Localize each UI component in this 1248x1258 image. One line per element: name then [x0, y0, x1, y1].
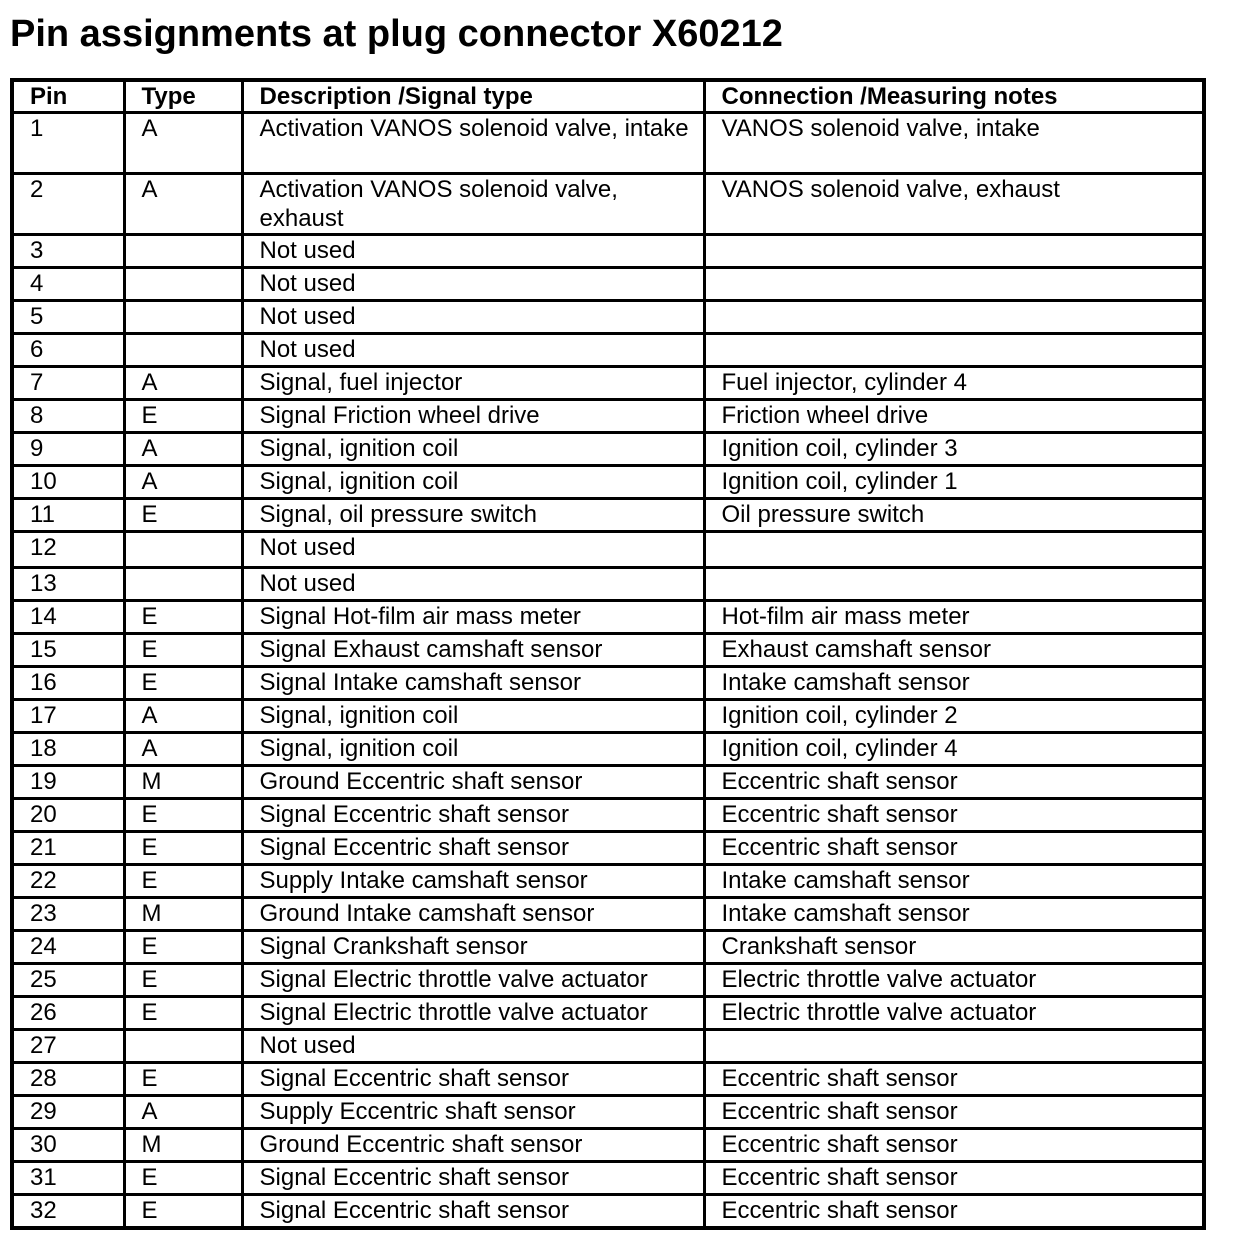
cell-type: E — [124, 499, 242, 532]
cell-description: Signal, ignition coil — [242, 733, 704, 766]
cell-pin: 21 — [12, 832, 124, 865]
table-row — [12, 1063, 1204, 1096]
table-row — [12, 301, 1204, 334]
cell-description: Ground Eccentric shaft sensor — [242, 1129, 704, 1162]
cell-pin: 27 — [12, 1030, 124, 1063]
cell-description: Supply Eccentric shaft sensor — [242, 1096, 704, 1129]
cell-connection: Eccentric shaft sensor — [704, 1162, 1204, 1195]
cell-description: Signal Crankshaft sensor — [242, 931, 704, 964]
cell-pin: 22 — [12, 865, 124, 898]
cell-connection: Ignition coil, cylinder 2 — [704, 700, 1204, 733]
cell-pin: 17 — [12, 700, 124, 733]
cell-type — [124, 568, 242, 601]
cell-pin: 7 — [12, 367, 124, 400]
table-row — [12, 667, 1204, 700]
cell-type — [124, 301, 242, 334]
cell-type: A — [124, 733, 242, 766]
cell-description: Signal, fuel injector — [242, 367, 704, 400]
cell-type: M — [124, 1129, 242, 1162]
cell-connection — [704, 1030, 1204, 1063]
cell-description: Signal Eccentric shaft sensor — [242, 799, 704, 832]
table-row — [12, 113, 1204, 174]
pin-assignment-table — [10, 78, 1206, 1230]
cell-connection: VANOS solenoid valve, exhaust — [704, 174, 1204, 235]
cell-description: Signal, oil pressure switch — [242, 499, 704, 532]
cell-pin: 14 — [12, 601, 124, 634]
cell-type: E — [124, 997, 242, 1030]
cell-connection: Intake camshaft sensor — [704, 865, 1204, 898]
cell-description: Not used — [242, 1030, 704, 1063]
cell-connection: Eccentric shaft sensor — [704, 799, 1204, 832]
table-row — [12, 601, 1204, 634]
cell-pin: 4 — [12, 268, 124, 301]
table-row — [12, 733, 1204, 766]
cell-type: E — [124, 799, 242, 832]
cell-type: E — [124, 964, 242, 997]
cell-description: Not used — [242, 568, 704, 601]
table-row — [12, 499, 1204, 532]
column-header-description: Description /Signal type — [242, 80, 704, 113]
cell-pin: 31 — [12, 1162, 124, 1195]
cell-type: A — [124, 433, 242, 466]
cell-connection: Crankshaft sensor — [704, 931, 1204, 964]
table-row — [12, 466, 1204, 499]
cell-pin: 12 — [12, 532, 124, 568]
cell-pin: 29 — [12, 1096, 124, 1129]
cell-connection: Ignition coil, cylinder 1 — [704, 466, 1204, 499]
cell-pin: 8 — [12, 400, 124, 433]
cell-type — [124, 268, 242, 301]
cell-pin: 18 — [12, 733, 124, 766]
cell-type: E — [124, 832, 242, 865]
cell-connection: Intake camshaft sensor — [704, 667, 1204, 700]
cell-connection: Hot-film air mass meter — [704, 601, 1204, 634]
cell-description: Not used — [242, 532, 704, 568]
cell-connection — [704, 235, 1204, 268]
cell-connection — [704, 568, 1204, 601]
cell-pin: 16 — [12, 667, 124, 700]
cell-pin: 13 — [12, 568, 124, 601]
table-row — [12, 568, 1204, 601]
cell-pin: 2 — [12, 174, 124, 235]
cell-pin: 24 — [12, 931, 124, 964]
table-row — [12, 1096, 1204, 1129]
cell-pin: 5 — [12, 301, 124, 334]
cell-description: Signal Eccentric shaft sensor — [242, 1195, 704, 1229]
cell-pin: 1 — [12, 113, 124, 174]
table-row — [12, 964, 1204, 997]
cell-pin: 9 — [12, 433, 124, 466]
cell-connection — [704, 268, 1204, 301]
cell-description: Not used — [242, 235, 704, 268]
table-row — [12, 898, 1204, 931]
cell-connection: Eccentric shaft sensor — [704, 1063, 1204, 1096]
cell-type: E — [124, 931, 242, 964]
cell-connection — [704, 301, 1204, 334]
cell-description: Ground Eccentric shaft sensor — [242, 766, 704, 799]
cell-type — [124, 334, 242, 367]
cell-description: Signal Eccentric shaft sensor — [242, 832, 704, 865]
cell-type — [124, 532, 242, 568]
cell-pin: 23 — [12, 898, 124, 931]
cell-type — [124, 235, 242, 268]
table-row — [12, 799, 1204, 832]
cell-pin: 20 — [12, 799, 124, 832]
cell-type: E — [124, 400, 242, 433]
cell-type: E — [124, 667, 242, 700]
cell-pin: 19 — [12, 766, 124, 799]
cell-type: E — [124, 1063, 242, 1096]
cell-type: A — [124, 466, 242, 499]
table-row — [12, 865, 1204, 898]
cell-connection: Ignition coil, cylinder 3 — [704, 433, 1204, 466]
column-header-pin: Pin — [12, 80, 124, 113]
table-row — [12, 268, 1204, 301]
table-row — [12, 1162, 1204, 1195]
cell-description: Signal Friction wheel drive — [242, 400, 704, 433]
cell-connection: VANOS solenoid valve, intake — [704, 113, 1204, 174]
cell-description: Supply Intake camshaft sensor — [242, 865, 704, 898]
cell-connection: Eccentric shaft sensor — [704, 766, 1204, 799]
cell-description: Signal Exhaust camshaft sensor — [242, 634, 704, 667]
cell-connection: Exhaust camshaft sensor — [704, 634, 1204, 667]
cell-pin: 6 — [12, 334, 124, 367]
table-row — [12, 174, 1204, 235]
cell-connection: Eccentric shaft sensor — [704, 832, 1204, 865]
cell-connection: Electric throttle valve actuator — [704, 964, 1204, 997]
cell-type: A — [124, 700, 242, 733]
cell-connection: Electric throttle valve actuator — [704, 997, 1204, 1030]
cell-type: A — [124, 113, 242, 174]
cell-pin: 10 — [12, 466, 124, 499]
cell-description: Not used — [242, 334, 704, 367]
table-row — [12, 334, 1204, 367]
table-row — [12, 832, 1204, 865]
cell-connection: Fuel injector, cylinder 4 — [704, 367, 1204, 400]
cell-connection: Ignition coil, cylinder 4 — [704, 733, 1204, 766]
cell-description: Ground Intake camshaft sensor — [242, 898, 704, 931]
cell-connection — [704, 532, 1204, 568]
table-row — [12, 235, 1204, 268]
table-row — [12, 1129, 1204, 1162]
table-row — [12, 1195, 1204, 1229]
cell-type: E — [124, 601, 242, 634]
cell-description: Signal Electric throttle valve actuator — [242, 964, 704, 997]
cell-type: A — [124, 367, 242, 400]
cell-description: Signal, ignition coil — [242, 433, 704, 466]
cell-pin: 26 — [12, 997, 124, 1030]
table-header-row — [12, 80, 1204, 113]
column-header-connection: Connection /Measuring notes — [704, 80, 1204, 113]
cell-pin: 3 — [12, 235, 124, 268]
cell-type: E — [124, 1162, 242, 1195]
table-row — [12, 1030, 1204, 1063]
cell-type: A — [124, 1096, 242, 1129]
cell-type: E — [124, 634, 242, 667]
cell-type: A — [124, 174, 242, 235]
cell-description: Signal Eccentric shaft sensor — [242, 1162, 704, 1195]
cell-type: E — [124, 1195, 242, 1229]
table-row — [12, 931, 1204, 964]
cell-description: Signal Hot-film air mass meter — [242, 601, 704, 634]
cell-description: Signal Eccentric shaft sensor — [242, 1063, 704, 1096]
cell-type: E — [124, 865, 242, 898]
cell-description: Signal, ignition coil — [242, 466, 704, 499]
cell-description: Not used — [242, 301, 704, 334]
cell-pin: 15 — [12, 634, 124, 667]
table-row — [12, 433, 1204, 466]
cell-pin: 32 — [12, 1195, 124, 1229]
cell-type: M — [124, 766, 242, 799]
column-header-type: Type — [124, 80, 242, 113]
cell-type — [124, 1030, 242, 1063]
cell-description: Signal Electric throttle valve actuator — [242, 997, 704, 1030]
cell-connection: Oil pressure switch — [704, 499, 1204, 532]
cell-connection: Friction wheel drive — [704, 400, 1204, 433]
cell-description: Activation VANOS solenoid valve, intake — [242, 113, 704, 174]
cell-pin: 25 — [12, 964, 124, 997]
cell-type: M — [124, 898, 242, 931]
cell-pin: 11 — [12, 499, 124, 532]
table-row — [12, 634, 1204, 667]
cell-connection — [704, 334, 1204, 367]
cell-connection: Intake camshaft sensor — [704, 898, 1204, 931]
cell-connection: Eccentric shaft sensor — [704, 1129, 1204, 1162]
table-row — [12, 532, 1204, 568]
cell-description: Signal, ignition coil — [242, 700, 704, 733]
page-title: Pin assignments at plug connector X60212 — [10, 13, 783, 55]
table-row — [12, 400, 1204, 433]
table-row — [12, 367, 1204, 400]
table-row — [12, 700, 1204, 733]
table-row — [12, 997, 1204, 1030]
cell-connection: Eccentric shaft sensor — [704, 1096, 1204, 1129]
cell-connection: Eccentric shaft sensor — [704, 1195, 1204, 1229]
cell-description: Signal Intake camshaft sensor — [242, 667, 704, 700]
table-row — [12, 766, 1204, 799]
cell-pin: 30 — [12, 1129, 124, 1162]
cell-description: Activation VANOS solenoid valve, exhaust — [242, 174, 704, 235]
cell-pin: 28 — [12, 1063, 124, 1096]
cell-description: Not used — [242, 268, 704, 301]
table-body — [12, 113, 1204, 1229]
